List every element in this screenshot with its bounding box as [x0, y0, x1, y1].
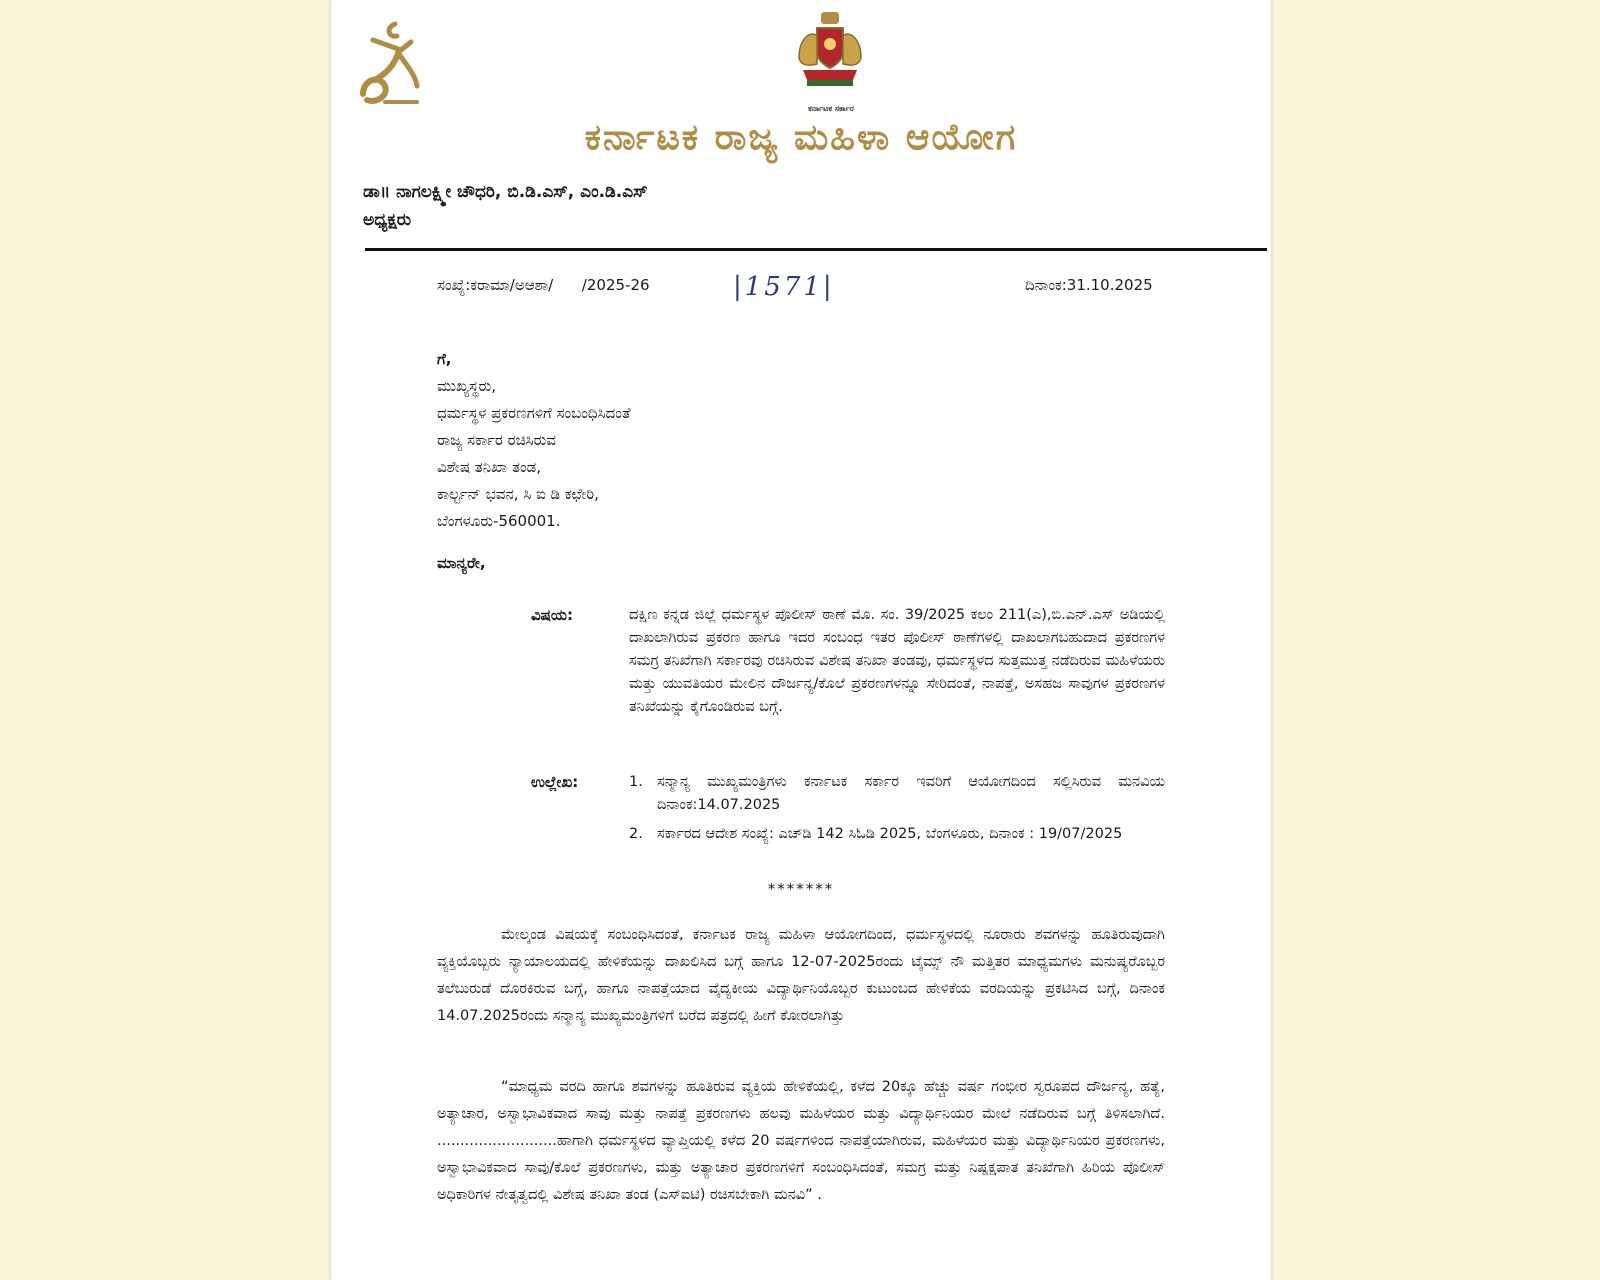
address-line: ಧರ್ಮಸ್ಥಳ ಪ್ರಕರಣಗಳಿಗೆ ಸಂಬಂಧಿಸಿದಂತೆ — [437, 404, 631, 422]
reference-label: ಉಲ್ಲೇಖ: — [531, 773, 579, 791]
reference-text: ಸರ್ಕಾರದ ಆದೇಶ ಸಂಖ್ಯೆ: ಎಚ್‌ಡಿ 142 ಸಿಓಡಿ 2025, ಬೆಂಗಳೂರು, ದಿನಾಂಕ : 19/07/2025 — [657, 826, 1123, 842]
address-line: ವಿಶೇಷ ತನಿಖಾ ತಂಡ, — [437, 458, 541, 476]
header-divider — [365, 248, 1267, 251]
reference-number-index: 2. — [629, 826, 643, 842]
reference-text: ಸನ್ಮಾನ್ಯ ಮುಖ್ಯಮಂತ್ರಿಗಳು ಕರ್ನಾಟಕ ಸರ್ಕಾರ ಇವರಿಗೆ ಆಯೋಗದಿಂದ ಸಲ್ಲಿಸಿರುವ ಮನವಿಯ ದಿನಾಂಕ:14.07.2025 — [657, 774, 1165, 813]
body-paragraph: ಮೇಲ್ಕಂಡ ವಿಷಯಕ್ಕೆ ಸಂಬಂಧಿಸಿದಂತೆ, ಕರ್ನಾಟಕ ರಾಜ್ಯ ಮಹಿಳಾ ಆಯೋಗದಿಂದ, ಧರ್ಮಸ್ಥಳದಲ್ಲಿ ನೂರಾರು ಶವಗಳನ್ನು ಹೂತಿರುವುದಾಗಿ ವ್ಯಕ್ತಿಯೊಬ್ಬರು ನ್ಯಾಯಾಲಯದಲ್ಲಿ ಹೇಳಿಕೆಯನ್ನು ದಾಖಲಿಸಿದ ಬಗ್ಗೆ ಹಾಗೂ 12-07-2025ರಂದು ಟೈಮ್ಸ್ ನೌ ಮತ್ತಿತರ ಮಾಧ್ಯಮಗಳು ಮನುಷ್ಯರೊಬ್ಬರ ತಲೆಬುರುಡೆ ದೊರಕಿರುವ ಬಗ್ಗೆ, ಹಾಗೂ ನಾಪತ್ತೆಯಾದ ವೈದ್ಯಕೀಯ ವಿದ್ಯಾರ್ಥಿನಿಯೊಬ್ಬರ ಕುಟುಂಬದ ಹೇಳಿಕೆಯ ವರದಿಯನ್ನು ಪ್ರಕಟಿಸಿದ ಬಗ್ಗೆ, ದಿನಾಂಕ 14.07.2025ರಂದು ಸನ್ಮಾನ್ಯ ಮುಖ್ಯಮಂತ್ರಿಗಳಿಗೆ ಬರೆದ ಪತ್ರದಲ್ಲಿ ಹೀಗೆ ಕೋರಲಾಗಿತ್ತು — [437, 927, 1165, 1024]
address-line: ಮುಖ್ಯಸ್ಥರು, — [437, 377, 496, 395]
reference-item — [629, 823, 1165, 846]
address-line: ರಾಜ್ಯ ಸರ್ಕಾರ ರಚಿಸಿರುವ — [437, 431, 556, 449]
body-paragraph-quote: “ಮಾಧ್ಯಮ ವರದಿ ಹಾಗೂ ಶವಗಳನ್ನು ಹೂತಿರುವ ವ್ಯಕ್ತಿಯ ಹೇಳಿಕೆಯಲ್ಲಿ, ಕಳೆದ 20ಕ್ಕೂ ಹೆಚ್ಚು ವರ್ಷ ಗಂಭೀರ ಸ್ವರೂಪದ ದೌರ್ಜನ್ಯ, ಹತ್ಯೆ, ಅತ್ಯಾಚಾರ, ಅಸ್ವಾಭಾವಿಕವಾದ ಸಾವು ಮತ್ತು ನಾಪತ್ತೆ ಪ್ರಕರಣಗಳು ಹಲವು ಮಹಿಳೆಯರ ಮತ್ತು ವಿದ್ಯಾರ್ಥಿನಿಯರ ಮೇಲೆ ನಡೆದಿರುವ ಬಗ್ಗೆ ತಿಳಿಸಲಾಗಿದೆ. ..........................ಹಾಗಾಗಿ ಧರ್ಮಸ್ಥಳದ ವ್ಯಾಪ್ತಿಯಲ್ಲಿ ಕಳೆದ 20 ವರ್ಷಗಳಿಂದ ನಾಪತ್ತೆಯಾಗಿರುವ, ಮಹಿಳೆಯರ ಮತ್ತು ವಿದ್ಯಾರ್ಥಿನಿಯರ ಪ್ರಕರಣಗಳು, ಅಸ್ವಾಭಾವಿಕವಾದ ಸಾವು/ಕೊಲೆ ಪ್ರಕರಣಗಳು, ಮತ್ತು ಅತ್ಯಾಚಾರ ಪ್ರಕರಣಗಳಿಗೆ ಸಂಬಂಧಿಸಿದಂತೆ, ಸಮಗ್ರ ಮತ್ತು ನಿಷ್ಪಕ್ಷಪಾತ ತನಿಖೆಗಾಗಿ ಹಿರಿಯ ಪೊಲೀಸ್ ಅಧಿಕಾರಿಗಳ ನೇತೃತ್ವದಲ್ಲಿ ವಿಶೇಷ ತನಿಖಾ ತಂಡ (ಎಸ್‌ಐಟಿ) ರಚಿಸಬೇಕಾಗಿ ಮನವಿ” . — [437, 1079, 1165, 1203]
to-label: ಗೆ, — [437, 350, 452, 368]
subject-text: ದಕ್ಷಿಣ ಕನ್ನಡ ಜಿಲ್ಲೆ ಧರ್ಮಸ್ಥಳ ಪೊಲೀಸ್ ಠಾಣೆ ಮೊ. ಸಂ. 39/2025 ಕಲಂ 211(ಎ),ಬಿ.ಎನ್.ಎಸ್ ಅಡಿಯಲ್ಲಿ ದಾಖಲಾಗಿರುವ ಪ್ರಕರಣ ಹಾಗೂ ಇದರ ಸಂಬಂಧ ಇತರ ಪೊಲೀಸ್ ಠಾಣೆಗಳಲ್ಲಿ ದಾಖಲಾಗಬಹುದಾದ ಪ್ರಕರಣಗಳ ಸಮಗ್ರ ತನಿಖೆಗಾಗಿ ಸರ್ಕಾರವು ರಚಿಸಿರುವ ವಿಶೇಷ ತನಿಖಾ ತಂಡವು, ಧರ್ಮಸ್ಥಳದ ಸುತ್ತಮುತ್ತ ನಡೆದಿರುವ ಮಹಿಳೆಯರು ಮತ್ತು ಯುವತಿಯರ ಮೇಲಿನ ದೌರ್ಜನ್ಯ/ಕೊಲೆ ಪ್ರಕರಣಗಳನ್ನೂ ಸೇರಿದಂತೆ, ನಾಪತ್ತೆ, ಅಸಹಜ ಸಾವುಗಳ ಪ್ರಕರಣಗಳ ತನಿಖೆಯನ್ನು ಕೈಗೊಂಡಿರುವ ಬಗ್ಗೆ. — [629, 607, 1165, 715]
reference-number-index: 1. — [629, 774, 643, 790]
address-line: ಬೆಂಗಳೂರು-560001. — [437, 512, 561, 530]
letter-page — [330, 0, 1272, 1280]
organization-name: ಕರ್ನಾಟಕ ರಾಜ್ಯ ಮಹಿಳಾ ಆಯೋಗ — [584, 116, 1018, 158]
chairperson-title: ಅಧ್ಯಕ್ಷರು — [363, 210, 412, 230]
letter-date: ದಿನಾಂಕ:31.10.2025 — [1025, 276, 1153, 294]
emblem-caption: ಕರ್ನಾಟಕ ಸರ್ಕಾರ — [808, 104, 854, 113]
state-emblem-icon — [793, 8, 867, 90]
recipient-address — [437, 346, 630, 535]
commission-logo-icon — [355, 16, 427, 111]
separator: ******* — [767, 880, 835, 898]
reference-number: ಸಂಖ್ಯೆ:ಕರಾಮಾ/ಅಆಶಾ/ /2025-26 — [437, 276, 650, 294]
address-line: ಕಾರ್ಲ್ಟನ್ ಭವನ, ಸಿ ಐ ಡಿ ಕಛೇರಿ, — [437, 485, 599, 503]
reference-item — [629, 771, 1165, 817]
chairperson-name: ಡಾ॥ ನಾಗಲಕ್ಷ್ಮೀ ಚೌಧರಿ, ಬಿ.ಡಿ.ಎಸ್, ಎಂ.ಡಿ.ಎಸ್ — [363, 182, 648, 202]
salutation: ಮಾನ್ಯರೇ, — [437, 554, 486, 572]
subject-label: ವಿಷಯ: — [531, 606, 573, 624]
reference-list — [629, 771, 1165, 852]
handwritten-number: |1571| — [733, 272, 835, 302]
